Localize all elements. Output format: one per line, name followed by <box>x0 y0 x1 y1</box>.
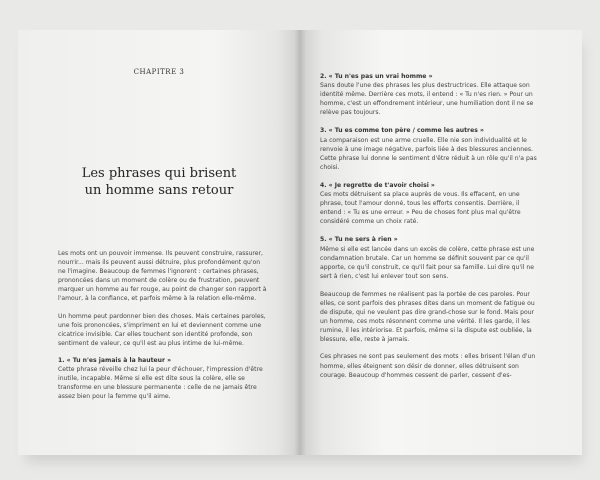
chapter-title-line-2: un homme sans retour <box>84 183 234 198</box>
section-1-text: Cette phrase réveille chez lui la peur d'échouer, l'impression d'être inutile, incapable. Même si elle est dite sous la colère, elle se transforme en une blessure permanente : celle de ne jamais être assez bien pour la femme qu'il aime. <box>58 366 263 401</box>
left-page <box>18 30 300 455</box>
section-3-title: 3. « Tu es comme ton père / comme les autres » <box>320 127 484 135</box>
open-book <box>18 30 582 455</box>
chapter-title-line-1: Les phrases qui brisent <box>81 166 237 181</box>
section-2-text: Sans doute l'une des phrases les plus destructrices. Elle attaque son identité même. Derrière ces mots, il entend : « Tu n'es rien. » Pour un homme, c'est un effondrement intérieur, une humiliation dont il ne se relève pas toujours. <box>320 82 534 117</box>
section-2-title: 2. « Tu n'es pas un vrai homme » <box>320 73 433 80</box>
chapter-label: CHAPITRE 3 <box>133 68 185 76</box>
book-gutter <box>294 30 306 455</box>
section-4-title: 4. « Je regrette de t'avoir choisi » <box>320 181 435 189</box>
intro-paragraph-2: Un homme peut pardonner bien des choses. Mais certaines paroles, une fois prononcées, s'impriment en lui et deviennent comme une cicatrice invisible. Car elles touchent son identité profonde, son sentiment de valeur, ce qu'il est au plus intime de lui-même. <box>58 312 266 347</box>
section-3-text: La comparaison est une arme cruelle. Elle nie son individualité et le renvoie à une image négative, parfois liée à des blessures anciennes. Cette phrase lui donne le sentiment d'être réduit à un rôle qu'il n'a pas choisi. <box>320 136 537 171</box>
section-5-text: Même si elle est lancée dans un excès de colère, cette phrase est une condamnation brutale. Car un homme se définit souvent par ce qu'il apporte, ce qu'il construit, ce qu'il fait pour sa famille. Lui dire qu'il ne sert à rien, c'est lui enlever tout son sens. <box>320 245 535 280</box>
chapter-title <box>18 165 300 199</box>
right-page-body <box>320 72 538 388</box>
left-page-body <box>58 249 268 410</box>
right-page <box>300 30 582 455</box>
closing-paragraph-2: Ces phrases ne sont pas seulement des mots : elles brisent l'élan d'un homme, elles éteignent son désir de donner, elles détruisent son courage. Beaucoup d'hommes cessent de parler, cessent d'es- <box>320 353 536 379</box>
closing-paragraph-1: Beaucoup de femmes ne réalisent pas la portée de ces paroles. Pour elles, ce sont parfois des phrases dites dans un moment de fatigue ou de dispute, qui ne veulent pas dire grand-chose sur le fond. Mais pour un homme, ces mots résonnent comme une vérité. Il les garde, il les rumine, il les intériorise. Et parfois, même si la dispute est oubliée, la blessure, elle, reste à jamais. <box>320 290 535 344</box>
intro-paragraph-1: Les mots ont un pouvoir immense. Ils peuvent construire, rassurer, nourrir... mais ils peuvent aussi détruire, plus profondément qu'on ne l'imagine. Beaucoup de femmes l'ignorent : certaines phrases, prononcées dans un moment de colère ou de frustration, peuvent marquer un homme au fer rouge, au point de changer son rapport à l'amour, à la confiance, et parfois même à la relation elle-même. <box>58 250 267 303</box>
section-1-title: 1. « Tu n'es jamais à la hauteur » <box>58 356 172 364</box>
section-5-title: 5. « Tu ne sers à rien » <box>320 236 398 244</box>
section-4-text: Ces mots détruisent sa place auprès de vous. Ils effacent, en une phrase, tout l'amour donné, tous les efforts consentis. Derrière, il entend : « Tu es une erreur. » Peu de choses font plus mal qu'être considéré comme un choix raté. <box>320 191 521 226</box>
